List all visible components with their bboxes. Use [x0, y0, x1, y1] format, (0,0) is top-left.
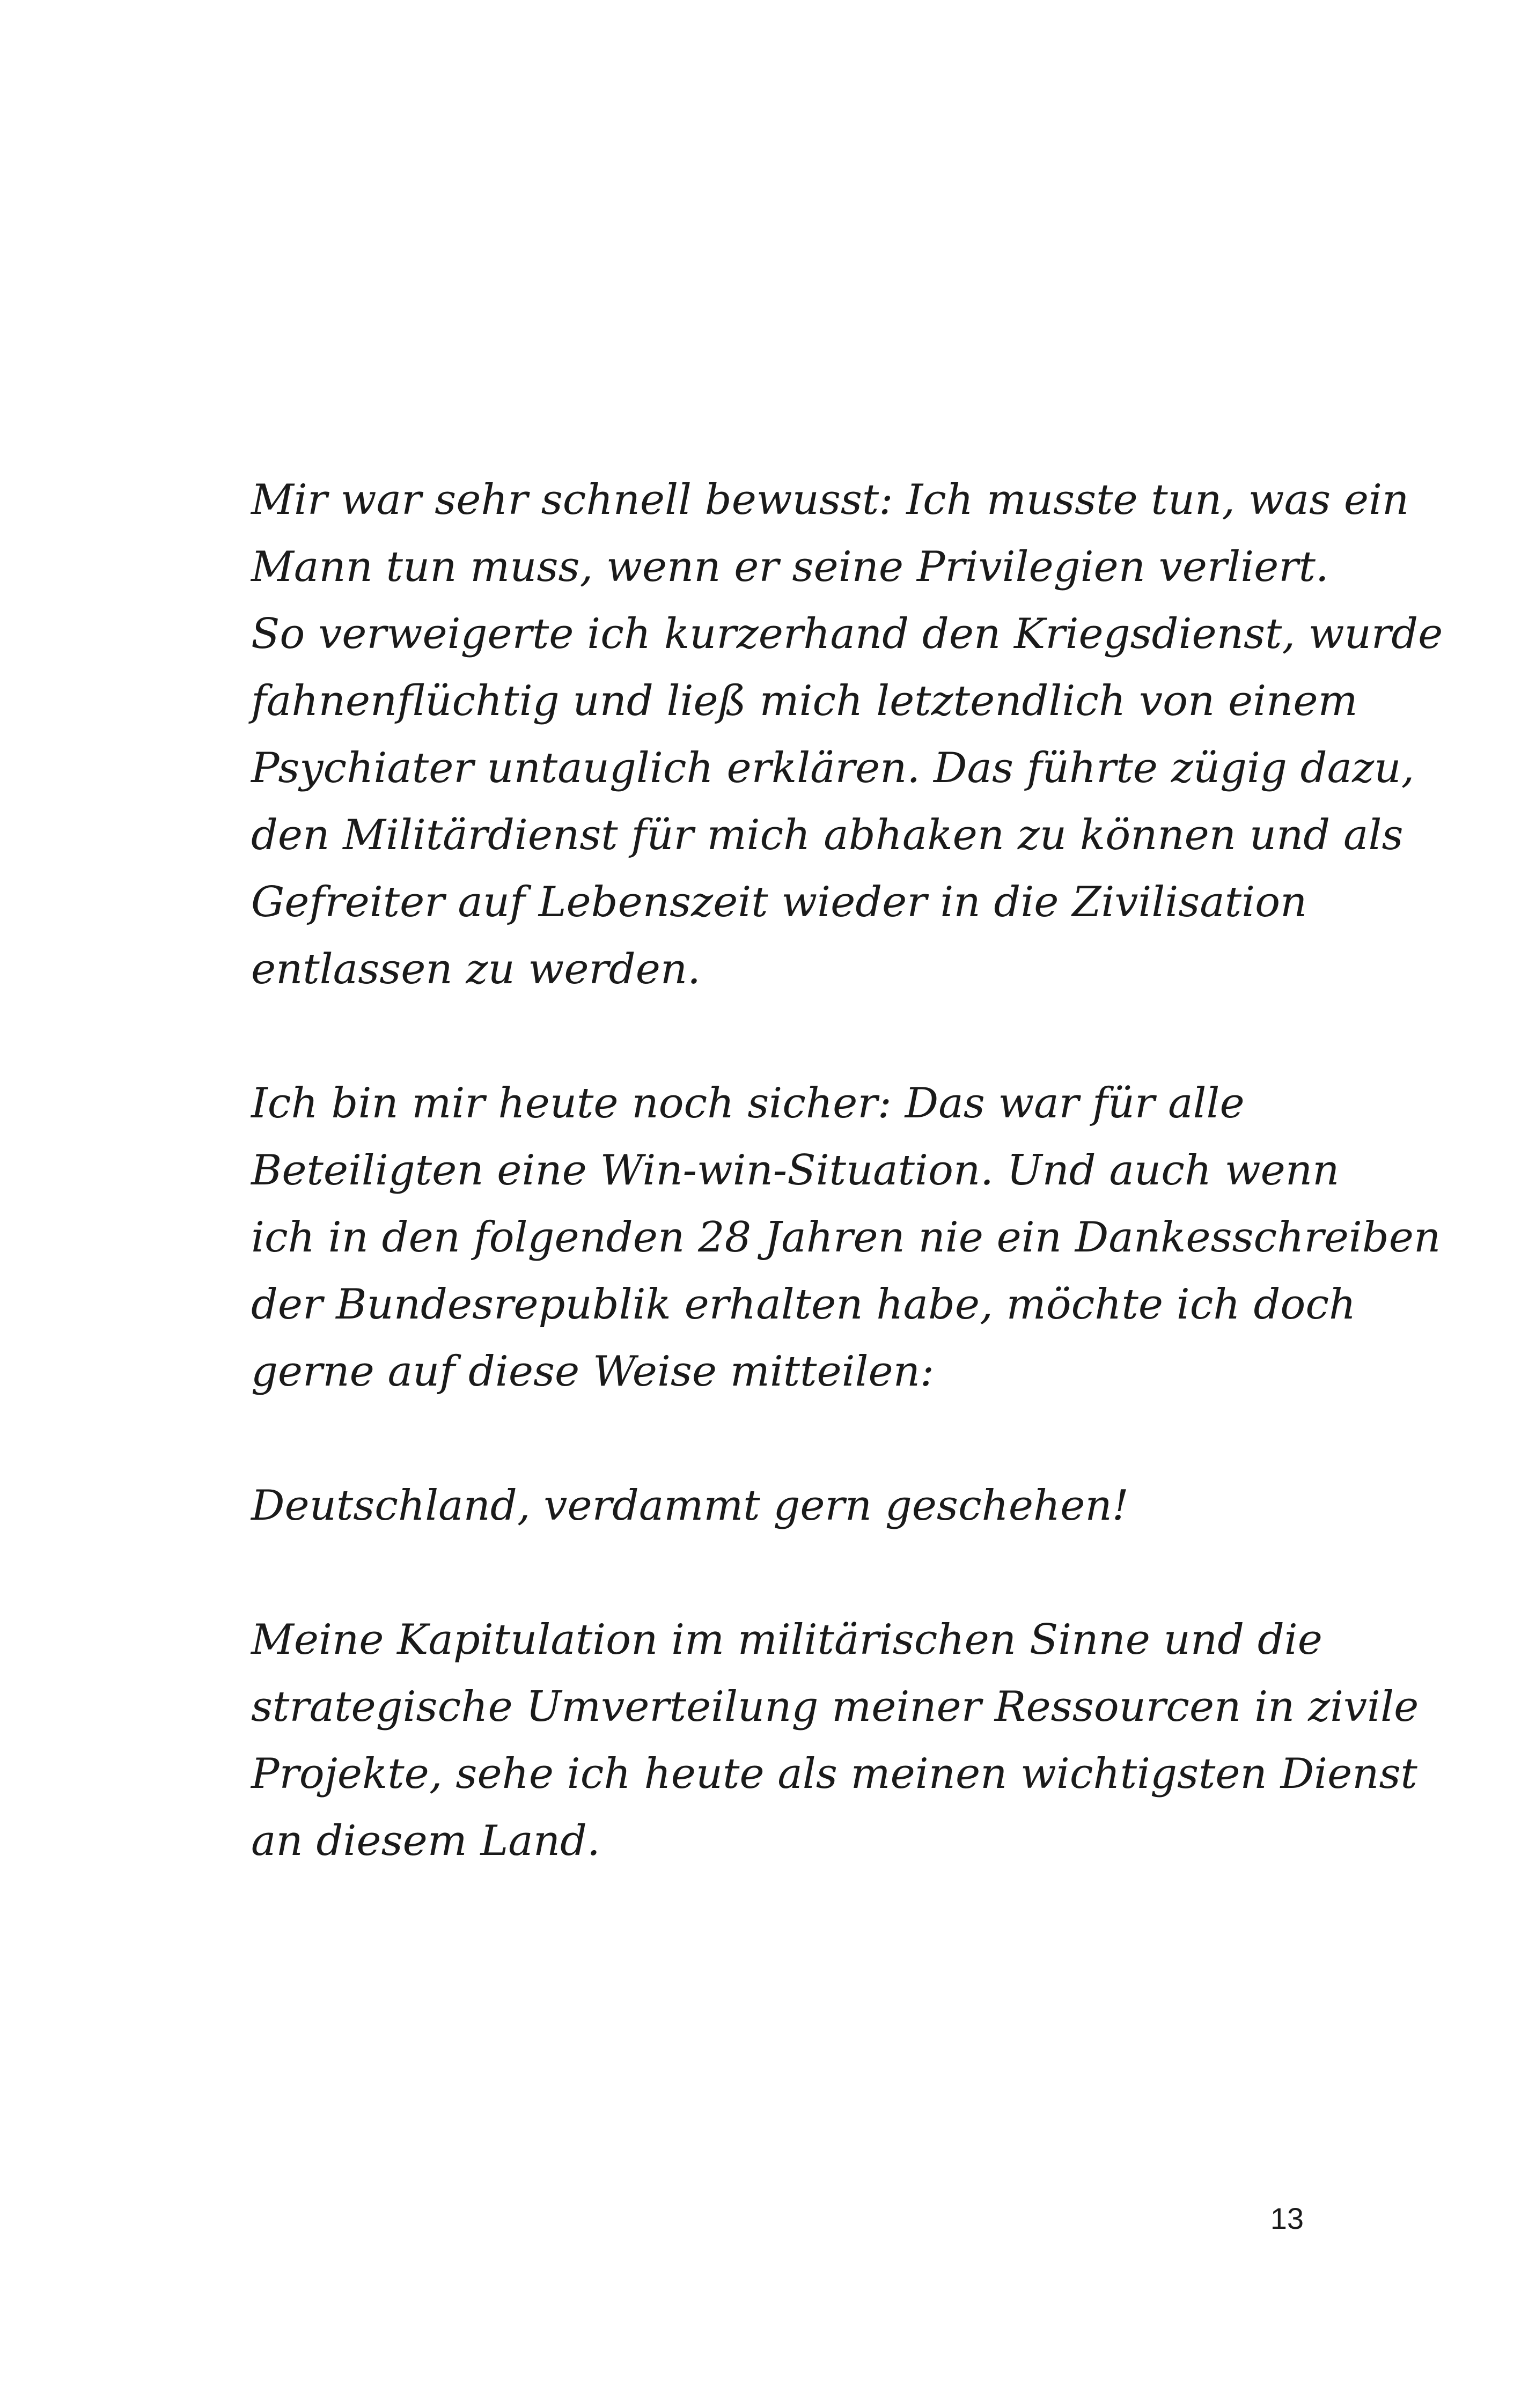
paragraph: [251, 1472, 1378, 1540]
text-line: Projekte, sehe ich heute als meinen wichtigsten Dienst: [251, 1750, 1417, 1798]
text-line: gerne auf diese Weise mitteilen:: [251, 1347, 935, 1396]
text-line: Psychiater untauglich erklären. Das führte zügig dazu,: [251, 744, 1415, 792]
page-number: 13: [1270, 2201, 1304, 2235]
text-line: der Bundesrepublik erhalten habe, möchte ich doch: [251, 1280, 1356, 1329]
text-line: an diesem Land.: [251, 1817, 600, 1865]
body-text: [251, 467, 1443, 1875]
text-line: ich in den folgenden 28 Jahren nie ein Dankesschreiben: [251, 1213, 1441, 1262]
text-line: fahnenflüchtig und ließ mich letztendlich von einem: [251, 677, 1358, 725]
paragraph: [251, 467, 1443, 1003]
text-line: Gefreiter auf Lebenszeit wieder in die Zivilisation: [251, 878, 1307, 926]
text-line: Deutschland, verdammt gern geschehen!: [251, 1482, 1129, 1530]
text-line: So verweigerte ich kurzerhand den Kriegsdienst, wurde: [251, 610, 1443, 658]
paragraph: [251, 1607, 1419, 1875]
text-line: Ich bin mir heute noch sicher: Das war für alle: [251, 1079, 1245, 1128]
text-line: entlassen zu werden.: [251, 945, 701, 993]
text-line: Mann tun muss, wenn er seine Privilegien verliert.: [251, 543, 1329, 591]
text-line: Mir war sehr schnell bewusst: Ich musste tun, was ein: [251, 476, 1409, 524]
text-line: den Militärdienst für mich abhaken zu können und als: [251, 811, 1404, 859]
paragraph: [251, 1070, 1441, 1405]
text-line: strategische Umverteilung meiner Ressourcen in zivile: [251, 1683, 1419, 1731]
text-line: Meine Kapitulation im militärischen Sinne und die: [251, 1616, 1322, 1664]
text-line: Beteiligten eine Win-win-Situation. Und auch wenn: [251, 1146, 1340, 1195]
